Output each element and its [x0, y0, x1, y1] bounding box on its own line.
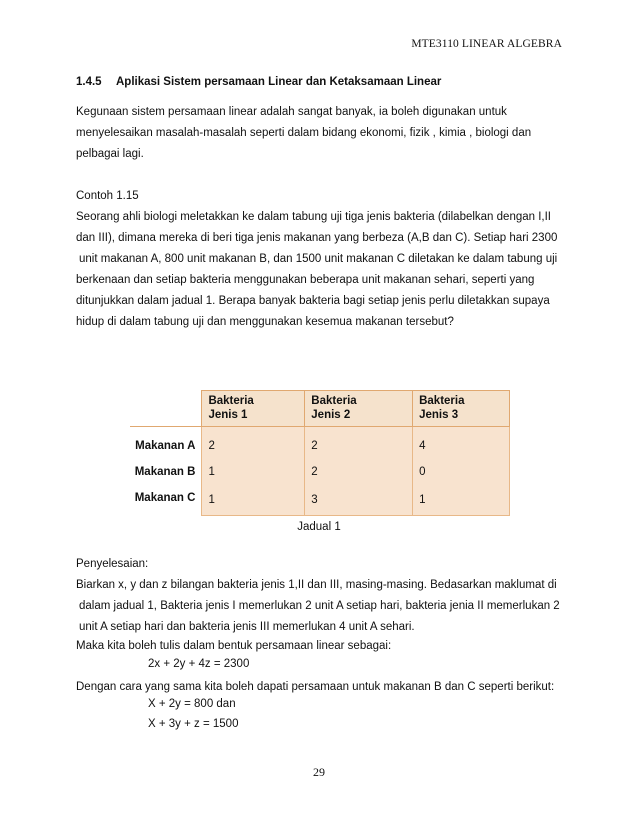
- equation-b: X + 2y = 800 dan: [148, 698, 236, 710]
- section-heading: [76, 76, 441, 88]
- table-cell: 1: [202, 459, 305, 485]
- row-label: Makanan A: [135, 440, 196, 452]
- section-title: Aplikasi Sistem persamaan Linear dan Ketaksamaan Linear: [116, 76, 442, 88]
- table-header-row: [130, 391, 510, 427]
- table-cell: 4: [413, 427, 510, 460]
- solution-line: Maka kita boleh tulis dalam bentuk persamaan linear sebagai:: [76, 640, 392, 652]
- example-title: Contoh 1.15: [76, 190, 139, 202]
- table-cell: 0: [413, 459, 510, 485]
- header-line: Jenis 1: [208, 409, 248, 421]
- running-header: MTE3110 LINEAR ALGEBRA: [411, 38, 562, 50]
- intro-line: menyelesaikan masalah-masalah seperti dalam bidang ekonomi, fizik , kimia , biologi dan: [76, 127, 532, 139]
- example-line: hidup di dalam tabung uji dan menggunakan kesemua makanan tersebut?: [76, 316, 454, 328]
- table-header-cell: [413, 391, 510, 427]
- equation-c: X + 3y + z = 1500: [148, 718, 239, 730]
- table-header-cell: [305, 391, 413, 427]
- table-row: [130, 485, 510, 516]
- table-cell: 2: [305, 459, 413, 485]
- header-line: Bakteria: [311, 395, 357, 407]
- example-line: ditunjukkan dalam jadual 1. Berapa banyak bakteria bagi setiap jenis perlu diletakkan supaya: [76, 295, 550, 307]
- solution-line: unit A setiap hari dan bakteria jenis III memerlukan 4 unit A sehari.: [79, 621, 415, 633]
- table-row: [130, 459, 510, 485]
- row-label: Makanan B: [134, 466, 196, 478]
- page-number: 29: [313, 765, 325, 779]
- solution-line: dalam jadual 1, Bakteria jenis I memerlukan 2 unit A setiap hari, bakteria jenia II memerlukan 2: [79, 600, 560, 612]
- table-corner: [130, 391, 202, 427]
- intro-line: pelbagai lagi.: [76, 148, 144, 160]
- intro-paragraph: [76, 102, 531, 165]
- header-line: Bakteria: [419, 395, 465, 407]
- solution-line: Dengan cara yang sama kita boleh dapati persamaan untuk makanan B dan C seperti berikut:: [76, 681, 555, 693]
- table-header-cell: [202, 391, 305, 427]
- bacteria-food-table: [130, 390, 510, 516]
- solution-line: Biarkan x, y dan z bilangan bakteria jenis 1,II dan III, masing-masing. Bedasarkan maklumat di: [76, 579, 557, 591]
- table-cell: 1: [413, 485, 510, 516]
- header-line: Jenis 3: [419, 409, 459, 421]
- section-number: 1.4.5: [76, 76, 102, 88]
- example-line: Seorang ahli biologi meletakkan ke dalam tabung uji tiga jenis bakteria (dilabelkan dengan I,II: [76, 211, 551, 223]
- equation-a: 2x + 2y + 4z = 2300: [148, 658, 250, 670]
- example-line: dan III), dimana mereka di beri tiga jenis makanan yang berbeza (A,B dan C). Setiap hari 2300: [76, 232, 558, 244]
- table-cell: 2: [305, 427, 413, 460]
- row-label: Makanan C: [134, 492, 196, 504]
- example-line: berkenaan dan setiap bakteria menggunakan beberapa unit makanan sehari, seperti yang: [76, 274, 535, 286]
- solution-title: Penyelesaian:: [76, 558, 149, 570]
- table-caption: Jadual 1: [297, 521, 341, 533]
- header-line: Bakteria: [208, 395, 254, 407]
- table-cell: 3: [305, 485, 413, 516]
- solution-line-bc: [76, 677, 554, 698]
- header-line: Jenis 2: [311, 409, 351, 421]
- solution-paragraph: [76, 554, 560, 655]
- table-cell: 1: [202, 485, 305, 516]
- table-row: [130, 427, 510, 460]
- example-paragraph: [76, 186, 557, 333]
- table-cell: 2: [202, 427, 305, 460]
- intro-line: Kegunaan sistem persamaan linear adalah sangat banyak, ia boleh digunakan untuk: [76, 106, 507, 118]
- example-line: unit makanan A, 800 unit makanan B, dan 1500 unit makanan C diletakan ke dalam tabung uji: [79, 253, 558, 265]
